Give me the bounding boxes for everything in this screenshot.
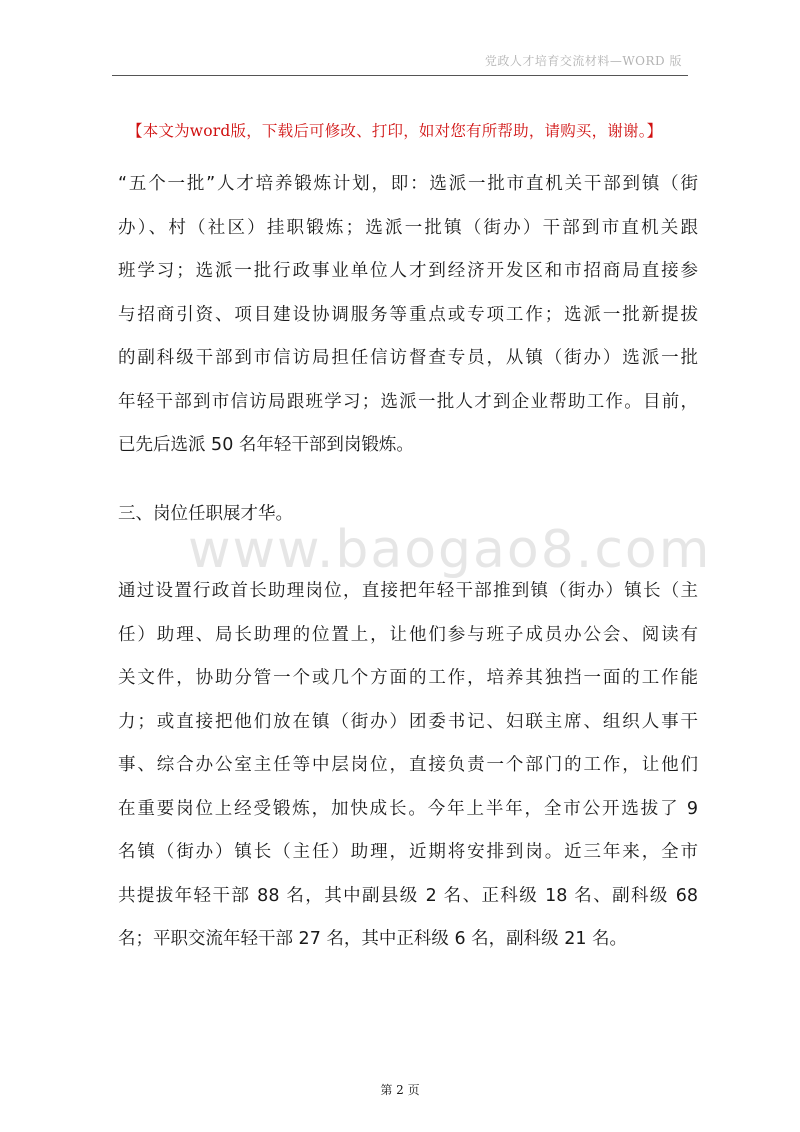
- download-notice: 【本文为word版，下载后可修改、打印，如对您有所帮助，请购买，谢谢。】: [127, 122, 663, 140]
- paragraph-line: 共提拔年轻干部 88 名，其中副县级 2 名、正科级 18 名、副科级 68: [118, 885, 698, 906]
- paragraph-line: 办）、村（社区）挂职锻炼；选派一批镇（街办）干部到市直机关跟: [118, 217, 698, 238]
- paragraph-line: 与招商引资、项目建设协调服务等重点或专项工作；选派一批新提拔: [118, 304, 698, 325]
- paragraph-line: 通过设置行政首长助理岗位，直接把年轻干部推到镇（街办）镇长（主: [118, 581, 698, 601]
- page-header-title: 党政人才培育交流材料—WORD 版: [484, 54, 682, 68]
- watermark-text: www.baogao8.com: [188, 520, 712, 580]
- paragraph-five-batches: [118, 163, 698, 468]
- paragraph-line: “五个一批”人才培养锻炼计划，即：选派一批市直机关干部到镇（街: [118, 174, 698, 194]
- paragraph-line: 事、综合办公室主任等中层岗位，直接负责一个部门的工作，让他们: [118, 755, 698, 775]
- paragraph-line: 已先后选派 50 名年轻干部到岗锻炼。: [118, 435, 414, 455]
- paragraph-line: 名镇（街办）镇长（主任）助理，近期将安排到岗。近三年来，全市: [118, 842, 698, 862]
- paragraph-line: 年轻干部到市信访局跟班学习；选派一批人才到企业帮助工作。目前，: [118, 391, 698, 412]
- section-heading: 三、岗位任职展才华。: [118, 504, 293, 524]
- header-divider: [112, 75, 688, 76]
- paragraph-line: 班学习；选派一批行政事业单位人才到经济开发区和市招商局直接参: [118, 261, 698, 281]
- paragraph-line: 关文件，协助分管一个或几个方面的工作，培养其独挡一面的工作能: [118, 668, 698, 688]
- page-number: 第 2 页: [380, 1083, 420, 1097]
- paragraph-line: 在重要岗位上经受锻炼，加快成长。今年上半年，全市公开选拔了 9: [118, 798, 698, 819]
- paragraph-assistant-posts: [118, 570, 698, 962]
- paragraph-line: 力；或直接把他们放在镇（街办）团委书记、妇联主席、组织人事干: [118, 711, 698, 732]
- paragraph-line: 的副科级干部到市信访局担任信访督查专员，从镇（街办）选派一批: [118, 348, 698, 368]
- paragraph-line: 任）助理、局长助理的位置上，让他们参与班子成员办公会、阅读有: [118, 624, 698, 645]
- paragraph-line: 名；平职交流年轻干部 27 名，其中正科级 6 名，副科级 21 名。: [118, 929, 628, 949]
